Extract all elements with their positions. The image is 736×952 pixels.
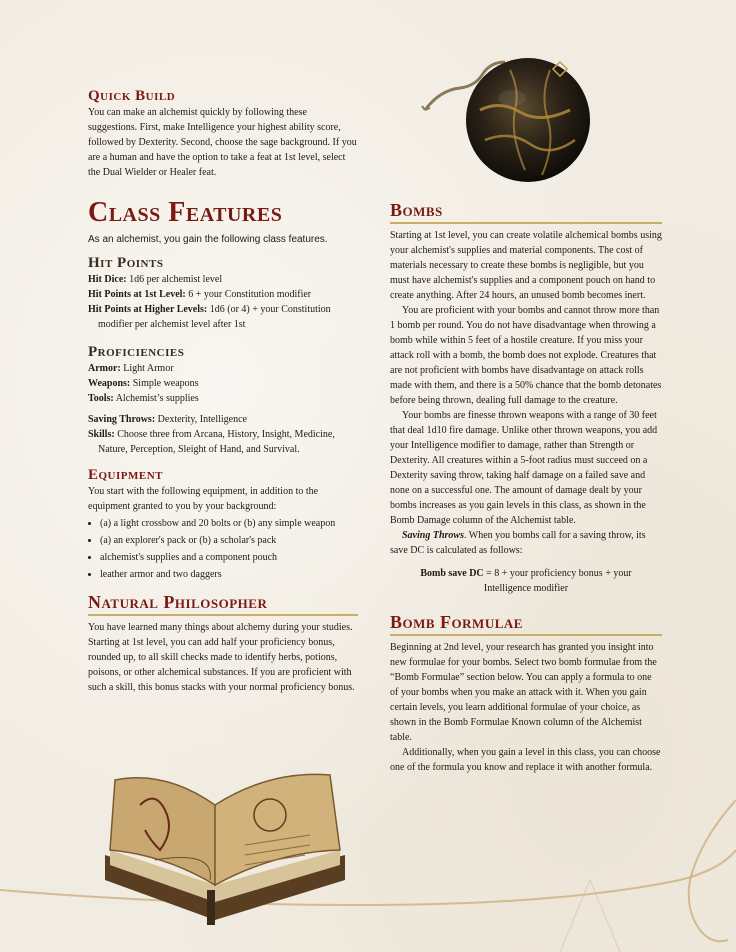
hit-dice-value: 1d6 per alchemist level xyxy=(126,274,223,285)
left-column xyxy=(88,88,358,695)
bomb-formulae-heading: Bomb Formulae xyxy=(390,612,523,632)
bombs-paragraph-1: Starting at 1st level, you can create volatile alchemical bombs using your alchemist's supplies and material components. The cost of materials necessary to create these bombs is negligible, but you must have alchemist's supplies and a component pouch on hand to create anything. After 24 hours, an unused bomb becomes inert. xyxy=(390,230,662,301)
saves-line xyxy=(88,412,358,427)
proficiencies-heading: Proficiencies xyxy=(88,344,185,360)
saves-label: Saving Throws: xyxy=(88,414,156,425)
hp-higher-line xyxy=(88,302,358,332)
list-item: • alchemist's supplies and a component pouch xyxy=(100,550,358,565)
hp-first-label: Hit Points at 1st Level: xyxy=(88,289,186,300)
open-book-illustration-icon xyxy=(95,760,355,930)
heading-rule xyxy=(88,614,358,616)
quick-build-heading: Quick Build xyxy=(88,88,176,104)
hit-dice-line xyxy=(88,272,358,287)
equipment-list xyxy=(88,516,358,582)
weapons-label: Weapons: xyxy=(88,378,131,389)
hp-first-line xyxy=(88,287,358,302)
bombs-paragraph-2: You are proficient with your bombs and cannot throw more than 1 bomb per round. You do not have disadvantage when throwing a bomb while within 5 feet of a hostile creature. If you miss your attack roll with a bomb, the bomb does not explode. Creatures that are not proficient with bombs have disadvantage on attack rolls made with them, and there is a 50% chance that the bomb detonates before being thrown, dealing full damage to the creature. xyxy=(390,305,662,406)
list-item: • (a) a light crossbow and 20 bolts or (b) any simple weapon xyxy=(100,516,358,531)
equipment-heading: Equipment xyxy=(88,467,164,483)
bomb-save-dc-formula xyxy=(390,566,662,596)
quick-build-text: You can make an alchemist quickly by following these suggestions. First, make Intelligence your highest ability score, followed by Dexterity. Second, choose the sage background. If you are a human and have the option to take a feat at 1st level, select the Dual Wielder or Healer feat. xyxy=(88,107,357,178)
bomb-save-dc-text: = 8 + your proficiency bonus + your Intelligence modifier xyxy=(483,568,632,594)
class-features-heading: Class Features xyxy=(88,197,283,228)
hp-first-value: 6 + your Constitution modifier xyxy=(185,289,312,300)
tools-line xyxy=(88,391,358,406)
saving-throws-label: Saving Throws xyxy=(402,530,464,541)
armor-line xyxy=(88,361,358,376)
saving-throws-text: . When you bombs call for a saving throw, its save DC is calculated as follows: xyxy=(390,530,646,556)
tools-label: Tools: xyxy=(88,393,114,404)
natural-philosopher-text: You have learned many things about alchemy during your studies. Starting at 1st level, you can add half your proficiency bonus, rounded up, to all skill checks made to identify herbs, potions, poisons, or other alchemical substances. If you are proficient with such a skill, this bonus stacks with your normal proficiency bonus. xyxy=(88,622,355,693)
hp-higher-value: 1d6 (or 4) + your Constitution modifier per alchemist level after 1st xyxy=(98,304,331,330)
skills-line xyxy=(88,427,358,457)
bomb-formulae-paragraph-1: Beginning at 2nd level, your research has granted you insight into new formulae for your bombs. Select two bomb formulae from the “Bomb Formulae” section below. You can apply a formula to one of your bombs when you make an attack with it. When you gain certain levels, you learn additional formulae of your choice, as shown in the Bomb Formulae Known column of the Alchemist table. xyxy=(390,642,657,743)
bombs-paragraph-3: Your bombs are finesse thrown weapons with a range of 30 feet that deal 1d10 fire damage. Unlike other thrown weapons, you add your Intelligence modifier to damage, rather than Strength or Dexterity. All creatures within a 5-foot radius must succeed on a Dexterity saving throw, taking half damage on a failed save and none on a successful one. The amount of damage dealt by your bombs increases as you gain levels in this class, as shown in the Bomb Damage column of the Alchemist table. xyxy=(390,410,658,526)
bomb-save-dc-label: Bomb save DC xyxy=(420,568,484,579)
skills-value: Choose three from Arcana, History, Insight, Medicine, Nature, Perception, Sleight of Hand, and Survival. xyxy=(98,429,335,455)
bomb-illustration-icon xyxy=(420,40,590,190)
weapons-value: Simple weapons xyxy=(130,378,199,389)
tools-value: Alchemist’s supplies xyxy=(113,393,199,404)
bomb-formulae-paragraph-2: Additionally, when you gain a level in this class, you can choose one of the formula you know and replace it with another formula. xyxy=(390,747,661,773)
list-item: • (a) an explorer's pack or (b) a scholar's pack xyxy=(100,533,358,548)
right-column xyxy=(390,200,662,775)
natural-philosopher-heading: Natural Philosopher xyxy=(88,592,268,612)
armor-label: Armor: xyxy=(88,363,121,374)
list-item: • leather armor and two daggers xyxy=(100,567,358,582)
skills-label: Skills: xyxy=(88,429,115,440)
saves-value: Dexterity, Intelligence xyxy=(155,414,247,425)
hit-dice-label: Hit Dice: xyxy=(88,274,127,285)
bombs-heading: Bombs xyxy=(390,200,443,220)
saving-throws-paragraph xyxy=(390,528,662,558)
equipment-intro: You start with the following equipment, in addition to the equipment granted to you by your background: xyxy=(88,486,319,512)
hit-points-heading: Hit Points xyxy=(88,255,164,271)
hp-higher-label: Hit Points at Higher Levels: xyxy=(88,304,208,315)
class-features-intro: As an alchemist, you gain the following class features. xyxy=(88,234,328,245)
heading-rule xyxy=(390,634,662,636)
weapons-line xyxy=(88,376,358,391)
heading-rule xyxy=(390,222,662,224)
armor-value: Light Armor xyxy=(120,363,174,374)
